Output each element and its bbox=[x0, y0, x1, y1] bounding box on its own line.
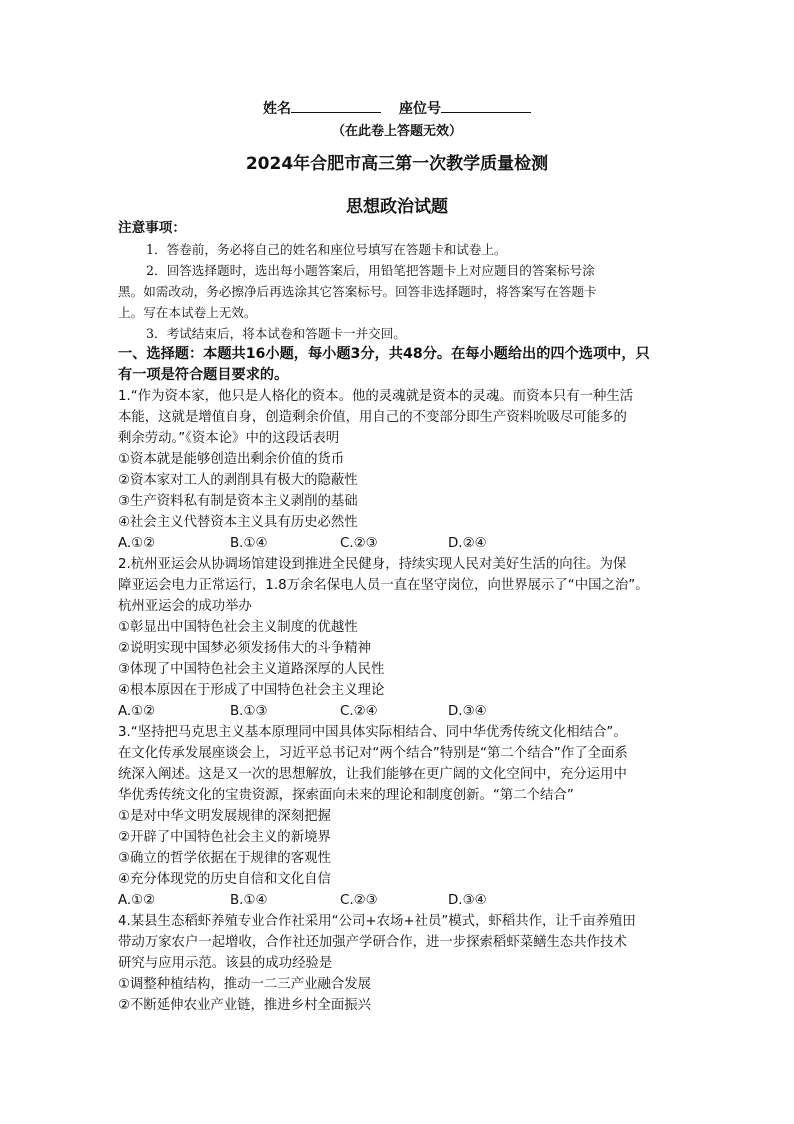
name-blank bbox=[291, 100, 381, 113]
choice-a: A.①② bbox=[118, 704, 156, 719]
notice-line: 2．回答选择题时，选出每小题答案后，用铅笔把答题卡上对应题目的答案标号涂 bbox=[146, 263, 595, 278]
question-1-option: ②资本家对工人的剥削具有极大的隐蔽性 bbox=[118, 473, 358, 488]
question-2-option: ③体现了中国特色社会主义道路深厚的人民性 bbox=[118, 662, 385, 677]
question-2-option: ④根本原因在于形成了中国特色社会主义理论 bbox=[118, 683, 385, 698]
name-label: 姓名 bbox=[263, 101, 291, 117]
question-1-option: ③生产资料私有制是资本主义剥削的基础 bbox=[118, 494, 358, 509]
question-4-stem: 研究与应用示范。该县的成功经验是 bbox=[118, 956, 333, 971]
question-4-stem: 带动万家农户一起增收，合作社还加强产学研合作，进一步探索稻虾菜鳝生态共作技术 bbox=[118, 935, 627, 950]
question-3-stem: 3.“坚持把马克思主义基本原理同中国具体实际相结合、同中华优秀传统文化相结合”。 bbox=[118, 725, 627, 740]
question-3-stem: 华优秀传统文化的宝贵资源，探索面向未来的理论和制度创新。“第二个结合” bbox=[118, 788, 574, 803]
choice-c: C.②④ bbox=[340, 704, 378, 719]
question-2-stem: 2.杭州亚运会从协调场馆建设到推进全民健身，持续实现人民对美好生活的向往。为保 bbox=[118, 557, 627, 572]
choice-a: A.①② bbox=[118, 536, 156, 551]
choice-d: D.③④ bbox=[448, 893, 487, 908]
choice-b: B.①③ bbox=[230, 704, 268, 719]
question-2-option: ①彰显出中国特色社会主义制度的优越性 bbox=[118, 620, 358, 635]
choice-c: C.②③ bbox=[340, 536, 378, 551]
question-2-stem: 杭州亚运会的成功举办 bbox=[118, 599, 252, 614]
exam-body bbox=[118, 218, 682, 1016]
question-1-choices bbox=[118, 533, 682, 554]
question-2-option: ②说明实现中国梦必须发扬伟大的斗争精神 bbox=[118, 641, 372, 656]
question-1-option: ④社会主义代替资本主义具有历史必然性 bbox=[118, 515, 358, 530]
choice-b: B.①④ bbox=[230, 536, 268, 551]
question-3-option: ④充分体现党的历史自信和文化自信 bbox=[118, 872, 331, 887]
choice-d: D.③④ bbox=[448, 704, 487, 719]
question-1-option: ①资本就是能够创造出剩余价值的货币 bbox=[118, 452, 345, 467]
notice-line: 上。写在本试卷上无效。 bbox=[118, 305, 257, 320]
subject-title: 思想政治试题 bbox=[346, 197, 448, 217]
section-heading: 一、选择题：本题共16小题，每小题3分，共48分。在每小题给出的四个选项中，只 bbox=[118, 346, 650, 362]
question-4-option: ①调整种植结构，推动一二三产业融合发展 bbox=[118, 977, 372, 992]
notice-line: 1．答卷前，务必将自己的姓名和座位号填写在答题卡和试卷上。 bbox=[146, 242, 507, 257]
choice-c: C.②③ bbox=[340, 893, 378, 908]
seat-blank bbox=[441, 100, 531, 113]
section-heading: 有一项是符合题目要求的。 bbox=[118, 367, 289, 383]
question-4-option: ②不断延伸农业产业链，推进乡村全面振兴 bbox=[118, 998, 372, 1013]
invalid-note: （在此卷上答题无效） bbox=[331, 124, 462, 139]
exam-title: 2024年合肥市高三第一次教学质量检测 bbox=[245, 154, 549, 174]
choice-b: B.①④ bbox=[230, 893, 268, 908]
question-3-option: ②开辟了中国特色社会主义的新境界 bbox=[118, 830, 331, 845]
question-2-stem: 障亚运会电力正常运行，1.8万余名保电人员一直在坚守岗位，向世界展示了“中国之治”。 bbox=[118, 578, 649, 593]
notice-line: 3．考试结束后，将本试卷和答题卡一并交回。 bbox=[146, 326, 406, 341]
notice-line: 黑。如需改动，务必擦净后再选涂其它答案标号。回答非选择题时，将答案写在答题卡 bbox=[118, 284, 597, 299]
question-3-stem: 统深入阐述。这是又一次的思想解放，让我们能够在更广阔的文化空间中，充分运用中 bbox=[118, 767, 627, 782]
question-3-option: ①是对中华文明发展规律的深刻把握 bbox=[118, 809, 331, 824]
choice-d: D.②④ bbox=[448, 536, 487, 551]
question-1-stem: 1.“作为资本家，他只是人格化的资本。他的灵魂就是资本的灵魂。而资本只有一种生活 bbox=[118, 389, 634, 404]
question-1-stem: 本能，这就是增值自身，创造剩余价值，用自己的不变部分即生产资料吮吸尽可能多的 bbox=[118, 410, 627, 425]
seat-label: 座位号 bbox=[399, 101, 441, 117]
question-1-stem: 剩余劳动。”《资本论》中的这段话表明 bbox=[118, 431, 340, 446]
question-3-stem: 在文化传承发展座谈会上，习近平总书记对“两个结合”特别是“第二个结合”作了全面系 bbox=[118, 746, 628, 761]
question-2-choices bbox=[118, 701, 682, 722]
question-4-stem: 4.某县生态稻虾养殖专业合作社采用“公司+农场+社员”模式，虾稻共作，让千亩养殖田 bbox=[118, 914, 636, 929]
question-3-option: ③确立的哲学依据在于规律的客观性 bbox=[118, 851, 331, 866]
question-3-choices bbox=[118, 890, 682, 911]
notice-heading: 注意事项： bbox=[118, 220, 186, 236]
name-seat-line bbox=[0, 98, 794, 118]
choice-a: A.①② bbox=[118, 893, 156, 908]
